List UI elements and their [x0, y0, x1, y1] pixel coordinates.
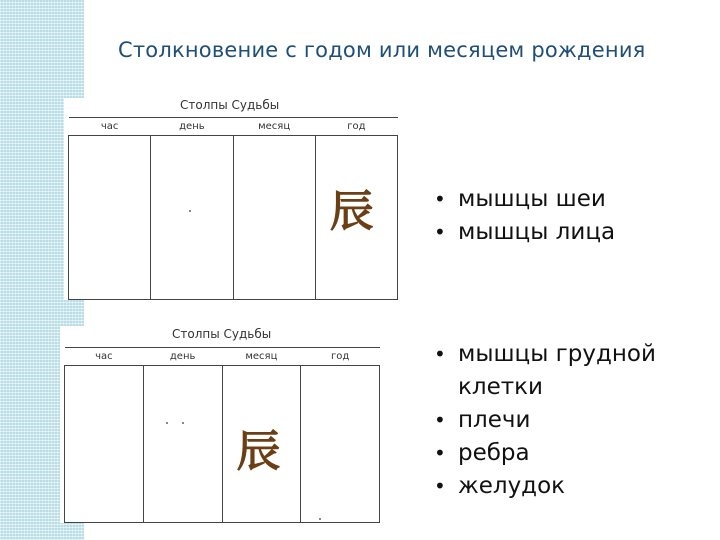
- pillars-caption: Столпы Судьбы: [180, 98, 280, 112]
- pillar-cell-year: [301, 366, 380, 523]
- speck-mark: [166, 422, 168, 424]
- dragon-branch-glyph: 辰: [236, 426, 281, 477]
- column-header-year: год: [301, 348, 380, 366]
- list-item: • желудок: [432, 470, 702, 503]
- list-item: • мышцы лица: [432, 216, 702, 249]
- column-header-hour: час: [69, 118, 151, 136]
- pillars-chart-bottom: [60, 326, 380, 523]
- pillar-cell-month: [222, 366, 301, 523]
- bullet-icon: •: [434, 342, 446, 366]
- column-header-year: год: [315, 118, 397, 136]
- list-item: • плечи: [432, 404, 702, 437]
- list-item: • ребра: [432, 437, 702, 470]
- list-item: • мышцы грудной клетки: [432, 338, 702, 404]
- pillar-cell-month: [233, 136, 315, 300]
- pillar-cell-hour: [69, 136, 151, 300]
- bullet-icon: •: [434, 441, 446, 465]
- dragon-branch-glyph: 辰: [329, 186, 374, 237]
- speck-mark: [189, 210, 191, 212]
- pillars-table: [68, 117, 398, 300]
- muscle-list-bottom: [432, 338, 702, 503]
- column-header-hour: час: [65, 348, 144, 366]
- slide-title: Столкновение с годом или месяцем рождения: [118, 38, 646, 62]
- column-header-day: день: [151, 118, 233, 136]
- column-header-month: месяц: [222, 348, 301, 366]
- pillar-cell-day: [143, 366, 222, 523]
- speck-mark: [319, 518, 321, 520]
- bullet-icon: •: [434, 408, 446, 432]
- pillar-cell-year: [315, 136, 397, 300]
- column-header-month: месяц: [233, 118, 315, 136]
- pillar-cell-hour: [65, 366, 144, 523]
- bullet-icon: •: [434, 220, 446, 244]
- pillar-cell-day: [151, 136, 233, 300]
- pillars-table: [64, 347, 380, 523]
- muscle-list-top: [432, 183, 702, 249]
- pillars-chart-top: [64, 98, 398, 300]
- bullet-icon: •: [434, 187, 446, 211]
- pillars-caption: Столпы Судьбы: [172, 327, 272, 341]
- column-header-day: день: [143, 348, 222, 366]
- list-item: • мышцы шеи: [432, 183, 702, 216]
- bullet-icon: •: [434, 474, 446, 498]
- speck-mark: [182, 422, 184, 424]
